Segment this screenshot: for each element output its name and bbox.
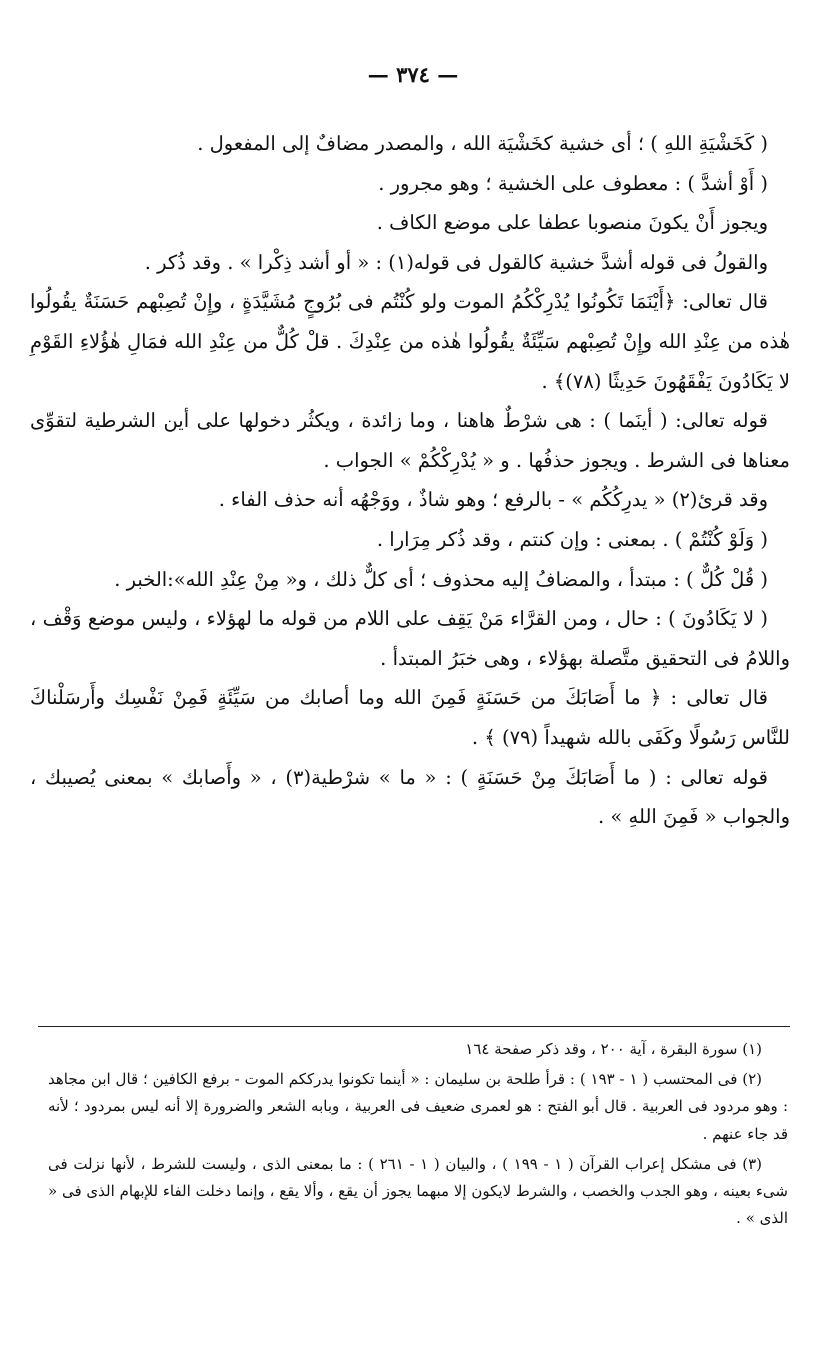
paragraph-8: ( وَلَوْ كُنْتُمْ ) . بمعنى : وإن كنتم ، وقد ذُكر مِرَارا . [376, 527, 768, 551]
main-text [30, 124, 790, 837]
paragraph-4: والقولُ فى قوله أشدَّ خشية كالقول فى قوله(١) : « أو أشد ذِكْرا » . وقد ذُكر . [144, 250, 768, 274]
paragraph-12: قوله تعالى : ( ما أَصَابَكَ مِنْ حَسَنَةٍ ) : « ما » شرْطية(٣) ، « وأَصابك » بمعنى يُصيبك ، والجواب « فَمِنَ اللهِ » . [30, 765, 790, 829]
paragraph-1: ( كَخَشْيَةِ اللهِ ) ؛ أى خشية كخَشْيَة الله ، والمصدر مضافٌ إلى المفعول . [197, 132, 768, 155]
page-number: — ٣٧٤ — [367, 62, 459, 87]
footnote-3: (٣) فى مشكل إعراب القرآن ( ١ - ١٩٩ ) ، والبيان ( ١ - ٢٦١ ) : ما بمعنى الذى ، وليست للشرط ، لأنها نزلت فى شىء بعينه ، وهو الجدب والخصب ، والشرط لايكون إلا مبهما يجوز أن يقع ، وألا يقع ، وإنما دخلت الفاء للإبهام الذى فى « الذى » . [48, 1154, 788, 1228]
footnotes [48, 1036, 788, 1235]
footnote-separator [38, 1026, 790, 1027]
quran-verse-78: قال تعالى: ﴿أَيْنَمَا تَكُونُوا يُدْرِكْكُمُ الموت ولو كُنْتُم فى بُرُوجٍ مُشَيَّدَةٍ ، وإِنْ تُصِبْهم حَسَنَةٌ يقُولُوا هٰذه من عِنْدِ الله وإِنْ تُصِبْهم سَيِّئَةٌ يقُولُوا هٰذه من عِنْدِكَ . قلْ كُلٌّ من عِنْدِ الله فمَالِ هٰؤُلاءِ القَوْمِ لا يَكَادُونَ يَفْقَهُونَ حَدِيثًا (٧٨)﴾ . [30, 290, 790, 393]
footnote-1: (١) سورة البقرة ، آية ٢٠٠ ، وقد ذكر صفحة ١٦٤ [465, 1040, 762, 1058]
paragraph-9: ( قُلْ كُلٌّ ) : مبتدأ ، والمضافُ إليه محذوف ؛ أى كلٌّ ذلك ، و« مِنْ عِنْدِ الله»:الخبر . [114, 567, 768, 591]
footnote-2: (٢) فى المحتسب ( ١ - ١٩٣ ) : قرأ طلحة بن سليمان : « أينما تكونوا يدرككم الموت - برفع الكافين ؛ قال ابن مجاهد : وهو مردود فى العربية . قال أبو الفتح : هو لعمرى ضعيف فى العربية ، وبابه الشعر والضرورة إلا أنه ليس بمردود ؛ لأنه قد جاء عنهم . [48, 1070, 788, 1143]
paragraph-7: وقد قرئ(٢) « يدرِكُكُم » - بالرفع ؛ وهو شاذٌ ، ووَجْهُه أنه حذف الفاء . [218, 488, 768, 512]
paragraph-3: ويجوز أَنْ يكونَ منصوبا عطفا على موضع الكاف . [376, 211, 768, 235]
paragraph-6: قوله تعالى: ( أينَما ) : هى شرْطٌ هاهنا ، وما زائدة ، ويكثُر دخولها على أين الشرطية لتقوِّى معناها فى الشرط . ويجوز حذفُها . و « يُدْرِكْكُمْ » الجواب . [30, 409, 790, 472]
paragraph-2: ( أَوْ أشدَّ ) : معطوف على الخشية ؛ وهو مجرور . [378, 171, 768, 195]
paragraph-10: ( لا يَكَادُونَ ) : حال ، ومن القرَّاء مَنْ يَقِف على اللام من قوله ما لهؤلاء ، وليس موضع وَقْف ، واللامُ فى التحقيق متَّصلة بهؤلاء ، وهى خبَرُ المبتدأ . [30, 607, 790, 670]
quran-verse-79: قال تعالى : ﴿ ما أَصَابَكَ من حَسَنَةٍ فَمِنَ الله وما أصابك من سَيِّئَةٍ فَمِنْ نَفْسِك وأَرسَلْناكَ للنَّاس رَسُولًا وكَفَى بالله شهيداً (٧٩) ﴾ . [30, 686, 790, 749]
